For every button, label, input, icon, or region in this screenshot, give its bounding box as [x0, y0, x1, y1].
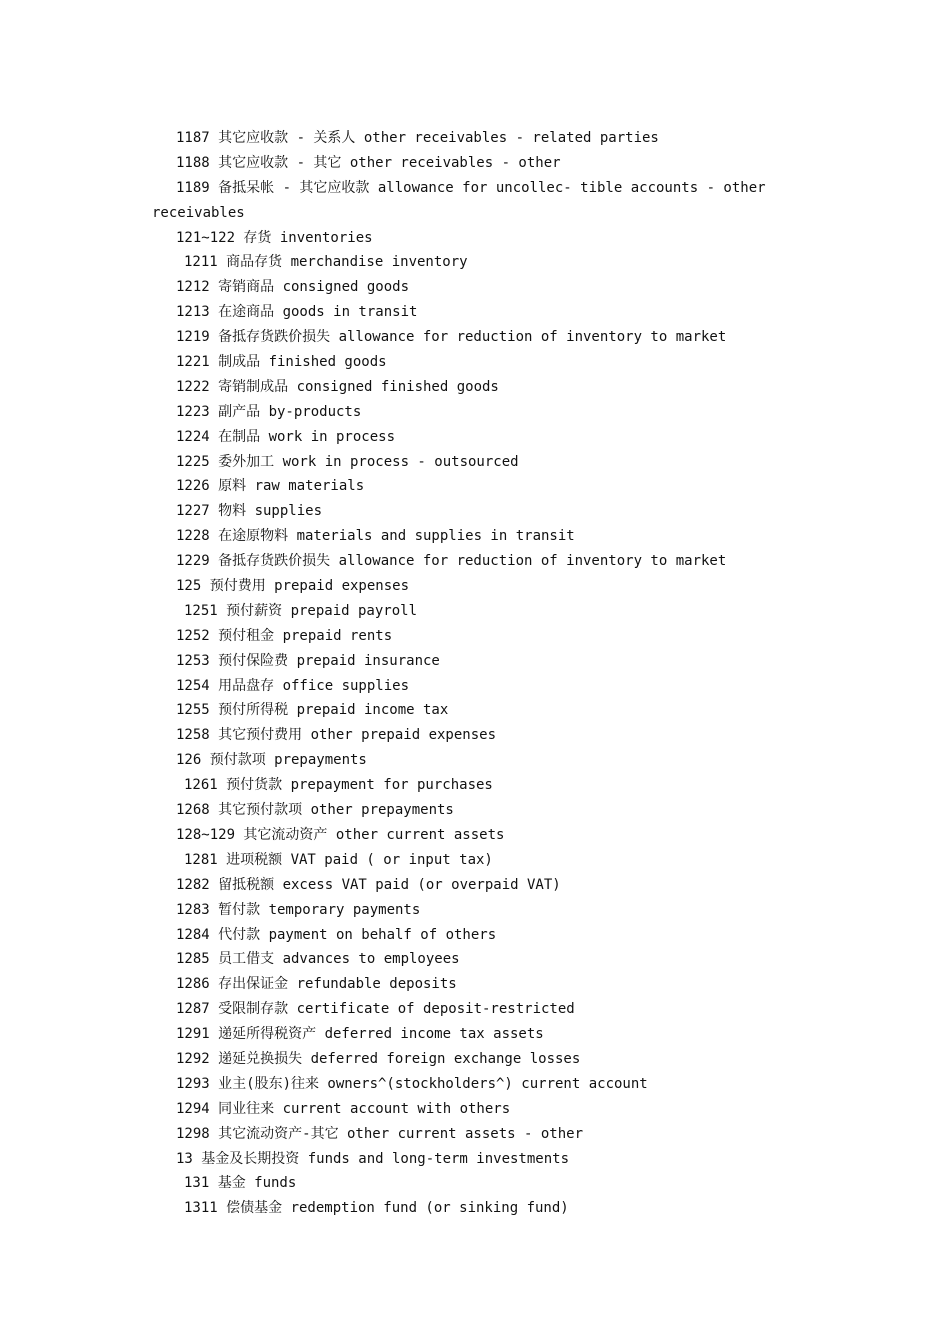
list-item: 1261 预付货款 prepayment for purchases: [184, 777, 493, 794]
list-item: 1211 商品存货 merchandise inventory: [184, 254, 468, 271]
list-item: 1285 员工借支 advances to employees: [176, 951, 460, 968]
list-item: 1213 在途商品 goods in transit: [176, 304, 418, 321]
list-item: 1225 委外加工 work in process - outsourced: [176, 453, 519, 470]
list-item: 1189 备抵呆帐 - 其它应收款 allowance for uncollec- tible accounts - other: [176, 179, 766, 196]
list-item: 1223 副产品 by-products: [176, 403, 362, 420]
list-item: 1298 其它流动资产-其它 other current assets - other: [176, 1125, 584, 1142]
list-item: 1268 其它预付款项 other prepayments: [176, 802, 454, 819]
list-item: 1281 进项税额 VAT paid ( or input tax): [184, 851, 493, 868]
list-item: 1282 留抵税额 excess VAT paid (or overpaid VAT): [176, 876, 561, 893]
list-item: 1228 在途原物料 materials and supplies in transit: [176, 528, 575, 545]
list-item: 13 基金及长期投资 funds and long-term investments: [176, 1150, 570, 1167]
list-item-continuation: receivables: [152, 204, 245, 221]
list-item: 1221 制成品 finished goods: [176, 354, 387, 371]
list-item: 1227 物料 supplies: [176, 503, 323, 520]
list-item: 126 预付款项 prepayments: [176, 752, 367, 769]
list-item: 1229 备抵存货跌价损失 allowance for reduction of inventory to market: [176, 553, 727, 570]
list-item: 1291 递延所得税资产 deferred income tax assets: [176, 1026, 544, 1043]
list-item: 1188 其它应收款 - 其它 other receivables - other: [176, 154, 561, 171]
list-item: 1292 递延兑换损失 deferred foreign exchange losses: [176, 1050, 581, 1067]
list-item: 1294 同业往来 current account with others: [176, 1100, 511, 1117]
list-item: 1255 预付所得税 prepaid income tax: [176, 702, 449, 719]
list-item: 1286 存出保证金 refundable deposits: [176, 976, 457, 993]
list-item: 1187 其它应收款 - 关系人 other receivables - related parties: [176, 130, 659, 146]
list-item: 1219 备抵存货跌价损失 allowance for reduction of inventory to market: [176, 329, 727, 346]
list-item: 1226 原料 raw materials: [176, 478, 365, 495]
list-item: 1311 偿债基金 redemption fund (or sinking fund): [184, 1200, 569, 1217]
list-item: 1284 代付款 payment on behalf of others: [176, 926, 497, 943]
list-item: 1258 其它预付费用 other prepaid expenses: [176, 727, 497, 744]
list-item: 1252 预付租金 prepaid rents: [176, 627, 393, 644]
list-item: 1224 在制品 work in process: [176, 428, 396, 445]
list-item: 1212 寄销商品 consigned goods: [176, 279, 410, 296]
list-item: 121~122 存货 inventories: [176, 229, 373, 246]
list-item: 125 预付费用 prepaid expenses: [176, 578, 410, 595]
list-item: 1251 预付薪资 prepaid payroll: [184, 602, 418, 619]
account-code-list: [152, 126, 792, 1221]
list-item: 128~129 其它流动资产 other current assets: [176, 826, 505, 843]
list-item: 131 基金 funds: [184, 1175, 297, 1192]
list-item: 1287 受限制存款 certificate of deposit-restricted: [176, 1001, 575, 1018]
list-item: 1254 用品盘存 office supplies: [176, 677, 410, 694]
list-item: 1293 业主(股东)往来 owners^(stockholders^) current account: [176, 1075, 648, 1092]
list-item: 1283 暂付款 temporary payments: [176, 901, 421, 918]
list-item: 1222 寄销制成品 consigned finished goods: [176, 378, 499, 395]
list-item: 1253 预付保险费 prepaid insurance: [176, 652, 440, 669]
